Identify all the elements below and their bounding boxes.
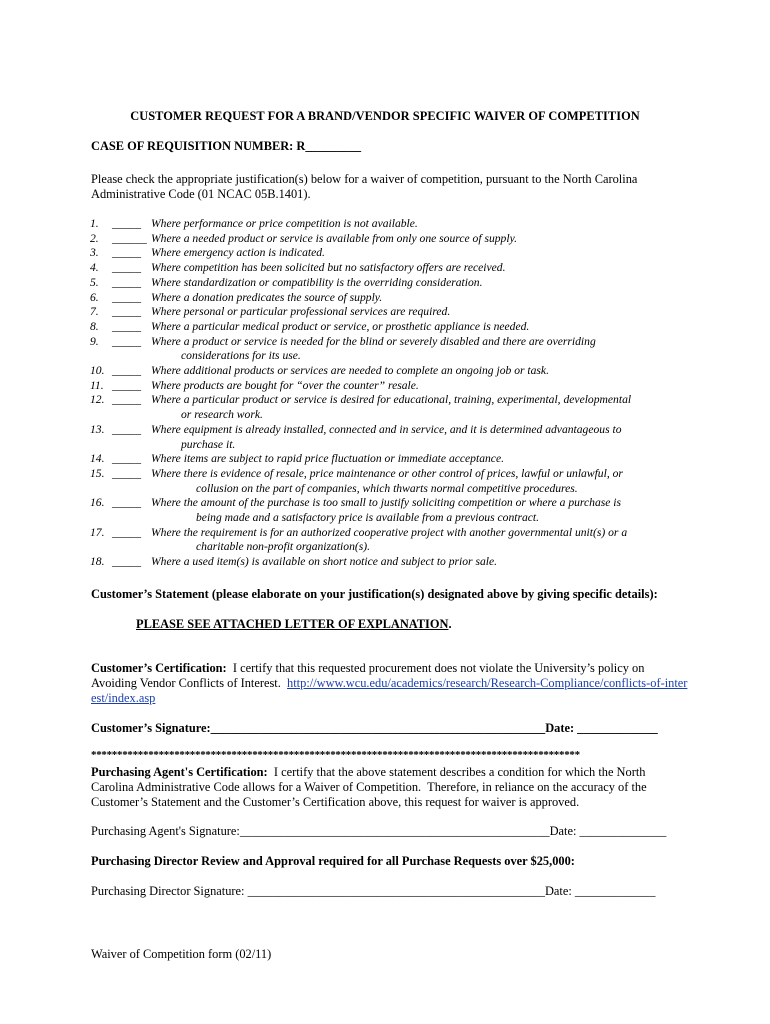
- justification-check-blank[interactable]: _____: [112, 466, 141, 480]
- justification-text-continued: considerations for its use.: [181, 349, 301, 363]
- justification-item: [90, 335, 690, 350]
- justification-number: 6.: [90, 290, 99, 304]
- justification-item: [90, 320, 690, 335]
- justification-check-blank[interactable]: _____: [112, 378, 141, 392]
- justification-text: Where competition has been solicited but no satisfactory offers are received.: [151, 261, 506, 275]
- justification-check-blank[interactable]: _____: [112, 496, 141, 510]
- intro-text: Please check the appropriate justification(s) below for a waiver of competition, pursuant to the North Carolina Administrative Code (01 NCAC 05B.1401).: [91, 172, 638, 201]
- purchasing-agent-certification: [91, 765, 691, 810]
- justification-text: Where a needed product or service is available from only one source of supply.: [151, 231, 517, 245]
- justification-check-blank[interactable]: _____: [112, 334, 141, 348]
- justification-number: 2.: [90, 231, 99, 245]
- justification-text: Where a particular product or service is desired for educational, training, experimental, developmental: [151, 393, 632, 407]
- conflict-of-interest-link[interactable]: http://www.wcu.edu/academics/research/Research-Compliance/conflicts-of-interest/index.asp: [91, 676, 688, 705]
- justification-check-blank[interactable]: _____: [112, 261, 141, 275]
- justification-text: Where there is evidence of resale, price maintenance or other control of prices, lawful or unlawful, or: [151, 466, 623, 480]
- justification-item: [90, 452, 690, 467]
- justification-text-continued: purchase it.: [181, 437, 236, 451]
- justification-check-blank[interactable]: _____: [112, 290, 141, 304]
- customer-certification-text: I certify that this requested procurement does not violate the University’s policy on Avoiding Vendor Conflicts of Interest.: [91, 661, 647, 690]
- justification-text: Where a used item(s) is available on short notice and subject to prior sale.: [151, 555, 498, 569]
- justification-text: Where equipment is already installed, connected and in service, and it is determined advantageous to: [151, 422, 622, 436]
- justification-text-continued: being made and a satisfactory price is available from a previous contract.: [196, 511, 540, 525]
- justification-check-blank[interactable]: ______: [112, 231, 147, 245]
- attached-letter-text: PLEASE SEE ATTACHED LETTER OF EXPLANATION: [136, 617, 449, 631]
- justification-text: Where personal or particular professional services are required.: [151, 305, 451, 319]
- justification-check-blank[interactable]: _____: [112, 393, 141, 407]
- agent-certification-text: I certify that the above statement describes a condition for which the North Carolina Administrative Code allows for a Waiver of Competition. Therefore, in reliance on the accuracy of the Customer’s Statement and the Customer’s Certification above, this request for waiver is approved.: [91, 765, 650, 809]
- justification-check-blank[interactable]: _____: [112, 452, 141, 466]
- justification-item: [90, 305, 690, 320]
- justification-item: [90, 217, 690, 232]
- justification-item: [90, 261, 690, 276]
- justification-number: 9.: [90, 334, 99, 348]
- justification-check-blank[interactable]: _____: [112, 422, 141, 436]
- justification-check-blank[interactable]: _____: [112, 305, 141, 319]
- justification-number: 1.: [90, 217, 99, 230]
- form-title: CUSTOMER REQUEST FOR A BRAND/VENDOR SPECIFIC WAIVER OF COMPETITION: [130, 109, 640, 123]
- justification-text: Where performance or price competition is not available.: [151, 217, 418, 230]
- justification-text-continued: collusion on the part of companies, which thwarts normal competitive procedures.: [196, 481, 578, 495]
- justification-text: Where emergency action is indicated.: [151, 246, 325, 260]
- justification-item: [90, 291, 690, 306]
- attached-letter-note: [136, 617, 452, 632]
- justification-item: [90, 555, 690, 570]
- justification-text: Where products are bought for “over the counter” resale.: [151, 378, 419, 392]
- customer-signature-line: Customer’s Signature:______________________________________________________Date: _____________: [91, 721, 658, 735]
- justification-number: 17.: [90, 525, 105, 539]
- justification-text: Where a donation predicates the source of supply.: [151, 290, 383, 304]
- customer-certification-label: Customer’s Certification:: [91, 661, 227, 675]
- justification-number: 13.: [90, 422, 105, 436]
- separator-stars: **********************************************************************************************: [91, 749, 580, 761]
- justification-text: Where standardization or compatibility is the overriding consideration.: [151, 275, 483, 289]
- justification-number: 14.: [90, 452, 105, 466]
- customer-statement-label: Customer’s Statement (please elaborate on your justification(s) designated above by giving specific details):: [91, 587, 658, 601]
- justification-number: 15.: [90, 466, 105, 480]
- justification-text-continued: or research work.: [181, 408, 263, 422]
- justification-number: 11.: [90, 378, 104, 392]
- director-review-note: Purchasing Director Review and Approval required for all Purchase Requests over $25,000:: [91, 854, 575, 868]
- justification-item: [90, 496, 690, 511]
- form-footer: Waiver of Competition form (02/11): [91, 947, 272, 961]
- requisition-number-field: CASE OF REQUISITION NUMBER: R_________: [91, 139, 362, 153]
- justification-text: Where a product or service is needed for the blind or severely disabled and there are overriding: [151, 334, 596, 348]
- justification-item: [90, 232, 690, 247]
- justification-check-blank[interactable]: _____: [112, 217, 141, 230]
- justification-text-continued: charitable non-profit organization(s).: [196, 540, 371, 554]
- justification-list: [90, 217, 690, 570]
- justification-item: [90, 423, 690, 438]
- agent-certification-label: Purchasing Agent's Certification:: [91, 765, 268, 779]
- agent-signature-line: Purchasing Agent's Signature:__________________________________________________Date: ______________: [91, 824, 667, 838]
- justification-item: [90, 379, 690, 394]
- justification-item: [90, 364, 690, 379]
- justification-text: Where the requirement is for an authorized cooperative project with another governmental unit(s) or a: [151, 525, 628, 539]
- justification-text: Where items are subject to rapid price fluctuation or immediate acceptance.: [151, 452, 504, 466]
- justification-number: 7.: [90, 305, 99, 319]
- justification-number: 5.: [90, 275, 99, 289]
- justification-check-blank[interactable]: _____: [112, 319, 141, 333]
- justification-item: [90, 276, 690, 291]
- justification-number: 8.: [90, 319, 99, 333]
- justification-number: 18.: [90, 555, 105, 569]
- justification-item: [90, 526, 690, 541]
- justification-item: [90, 467, 690, 482]
- justification-check-blank[interactable]: _____: [112, 246, 141, 260]
- justification-number: 4.: [90, 261, 99, 275]
- justification-number: 16.: [90, 496, 105, 510]
- justification-check-blank[interactable]: _____: [112, 525, 141, 539]
- attached-letter-period: .: [448, 617, 452, 631]
- customer-certification: [91, 661, 691, 706]
- justification-text: Where additional products or services are needed to complete an ongoing job or task.: [151, 364, 549, 378]
- justification-check-blank[interactable]: _____: [112, 364, 141, 378]
- justification-check-blank[interactable]: _____: [112, 555, 141, 569]
- justification-number: 10.: [90, 364, 105, 378]
- justification-text: Where a particular medical product or service, or prosthetic appliance is needed.: [151, 319, 530, 333]
- justification-number: 3.: [90, 246, 99, 260]
- justification-item: [90, 246, 690, 261]
- justification-check-blank[interactable]: _____: [112, 275, 141, 289]
- justification-item: [90, 393, 690, 408]
- justification-number: 12.: [90, 393, 105, 407]
- justification-text: Where the amount of the purchase is too small to justify soliciting competition or where a purchase is: [151, 496, 622, 510]
- director-signature-line: Purchasing Director Signature: ________________________________________________Date: _____________: [91, 884, 656, 898]
